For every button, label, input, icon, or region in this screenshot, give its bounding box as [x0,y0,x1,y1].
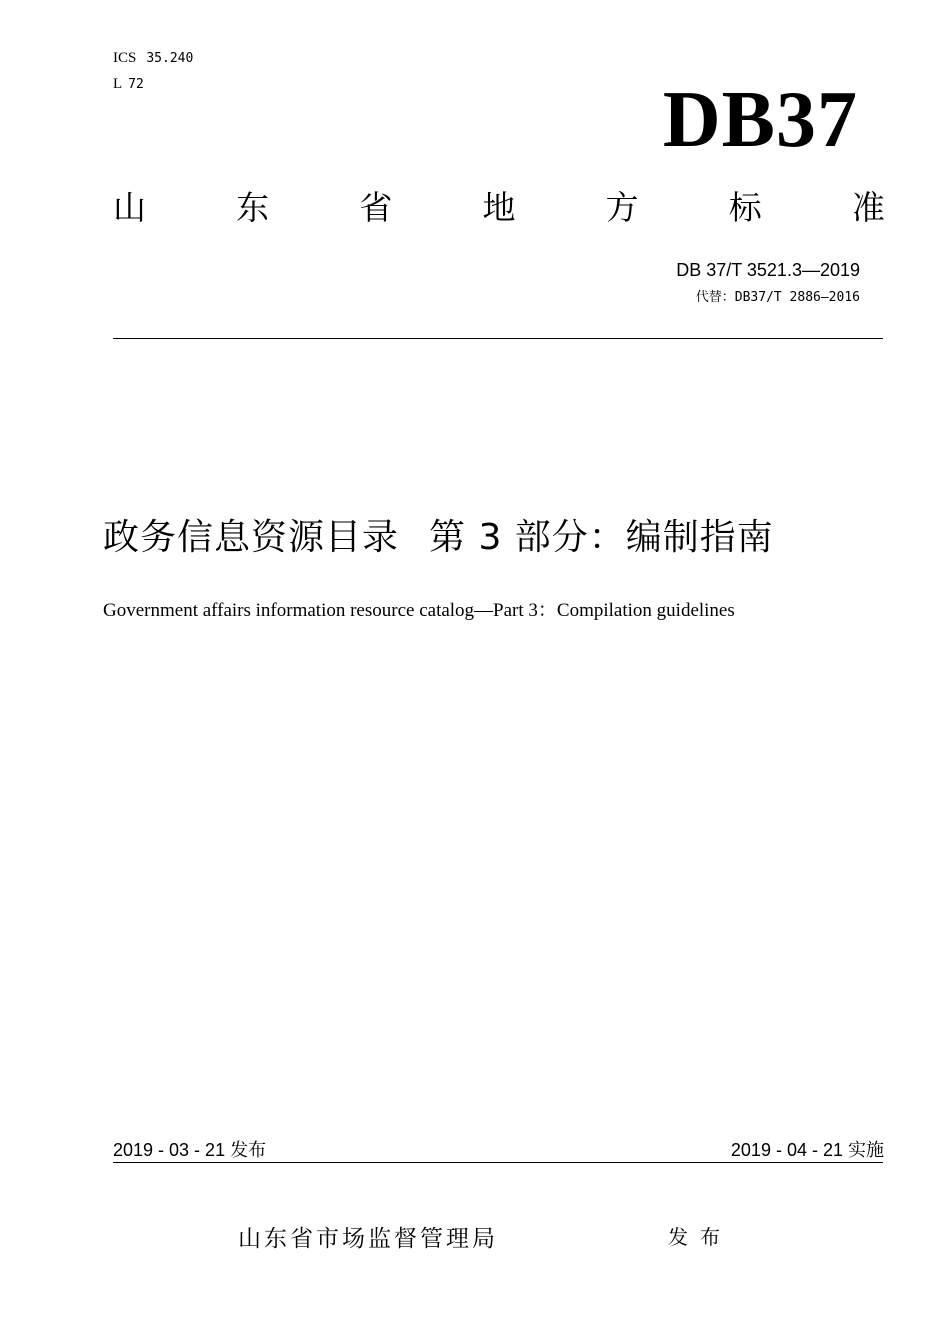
standard-type-char: 省 [359,188,393,227]
standard-code: DB 37/T 3521.3—2019 [676,260,860,280]
implement-date: 2019 - 04 - 21 实施 [730,1140,884,1160]
issuing-authority: 山东省市场监督管理局 [238,1226,498,1252]
standard-type-char: 东 [236,188,270,227]
standard-type-char: 标 [728,188,762,227]
ics-number: 35.240 [146,51,194,66]
header-divider [113,338,883,339]
standard-type-char: 方 [605,188,639,227]
ics-label: ICS [113,50,137,66]
standard-type-char: 山 [113,188,146,227]
title-cn-main: 政务信息资源目录 [103,517,400,558]
ics-code [113,49,193,68]
issued-label: 发布 [668,1225,732,1249]
ccs-code [113,75,144,94]
standard-type-char: 准 [851,188,885,227]
ccs-number: 72 [128,77,144,92]
document-title-en: Government affairs information resource catalog—Part 3：Compilation guidelines [103,600,735,621]
ccs-label: L [113,76,123,92]
standard-type-char: 地 [482,188,516,227]
publish-date: 2019 - 03 - 21 发布 [113,1140,267,1160]
document-title-cn [103,513,774,563]
replaces-standard: 代替：DB37/T 2886—2016 [695,290,860,305]
title-cn-part: 第 3 部分：编制指南 [429,517,774,558]
standard-logo: DB37 [662,76,858,164]
footer-divider [113,1162,883,1163]
standard-type-heading [113,186,885,230]
